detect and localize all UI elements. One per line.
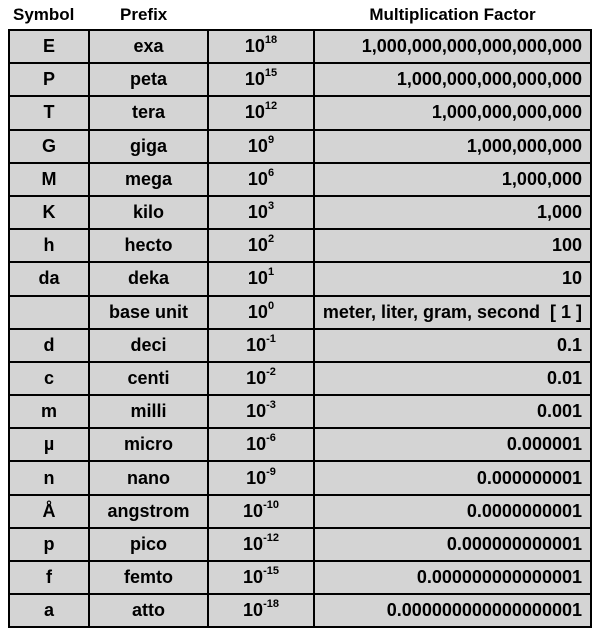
power-cell (208, 163, 314, 196)
prefix-cell: base unit (89, 296, 208, 329)
power-cell (208, 594, 314, 627)
prefix-cell: deka (89, 262, 208, 295)
power-base: 10 (246, 434, 267, 455)
power-cell (208, 196, 314, 229)
power-cell (208, 528, 314, 561)
power-exponent: -10 (263, 498, 279, 511)
power-exponent: 9 (267, 133, 275, 146)
symbol-cell: P (9, 63, 89, 96)
multiplication-factor-cell: 100 (314, 229, 591, 262)
prefix-cell: centi (89, 362, 208, 395)
power-exponent: 1 (267, 266, 275, 279)
prefix-cell: atto (89, 594, 208, 627)
power-base: 10 (246, 367, 267, 388)
header-symbol: Symbol (9, 0, 89, 30)
prefix-cell: tera (89, 96, 208, 129)
power-base: 10 (243, 600, 264, 621)
power-exponent: 15 (264, 67, 278, 80)
power-base: 10 (246, 334, 267, 355)
symbol-cell: M (9, 163, 89, 196)
multiplication-factor-cell: 0.000000000001 (314, 528, 591, 561)
multiplication-factor-cell: 0.0000000001 (314, 495, 591, 528)
power-cell (208, 329, 314, 362)
table-body (9, 30, 591, 627)
table-row (9, 461, 591, 494)
symbol-cell: µ (9, 428, 89, 461)
power-exponent: -9 (266, 465, 276, 478)
table-row (9, 262, 591, 295)
symbol-cell: E (9, 30, 89, 63)
power-exponent: -3 (266, 399, 276, 412)
header-power (208, 0, 314, 30)
power-exponent: -6 (266, 432, 276, 445)
multiplication-factor-cell: 0.01 (314, 362, 591, 395)
header-prefix: Prefix (89, 0, 208, 30)
table-row (9, 528, 591, 561)
prefix-cell: nano (89, 461, 208, 494)
symbol-cell: T (9, 96, 89, 129)
table-row (9, 395, 591, 428)
table-row (9, 561, 591, 594)
si-prefix-table (8, 0, 592, 628)
power-cell (208, 461, 314, 494)
symbol-cell: d (9, 329, 89, 362)
multiplication-factor-cell: meter, liter, gram, second [ 1 ] (314, 296, 591, 329)
prefix-cell: exa (89, 30, 208, 63)
header-multiplication-factor: Multiplication Factor (314, 0, 591, 30)
multiplication-factor-cell: 10 (314, 262, 591, 295)
multiplication-factor-cell: 1,000 (314, 196, 591, 229)
power-exponent: 3 (267, 200, 275, 213)
prefix-cell: angstrom (89, 495, 208, 528)
prefix-cell: kilo (89, 196, 208, 229)
power-cell (208, 63, 314, 96)
symbol-cell: p (9, 528, 89, 561)
power-cell (208, 296, 314, 329)
power-base: 10 (246, 401, 267, 422)
prefix-cell: deci (89, 329, 208, 362)
table-row (9, 96, 591, 129)
table-row (9, 428, 591, 461)
multiplication-factor-cell: 0.000000001 (314, 461, 591, 494)
multiplication-factor-cell: 1,000,000 (314, 163, 591, 196)
power-base: 10 (247, 301, 268, 322)
multiplication-factor-cell: 1,000,000,000,000 (314, 96, 591, 129)
multiplication-factor-cell: 0.1 (314, 329, 591, 362)
symbol-cell: h (9, 229, 89, 262)
power-cell (208, 395, 314, 428)
table-row (9, 296, 591, 329)
power-base: 10 (247, 268, 268, 289)
power-exponent: 6 (267, 166, 275, 179)
multiplication-factor-cell: 0.000000000000000001 (314, 594, 591, 627)
symbol-cell: m (9, 395, 89, 428)
symbol-cell: G (9, 130, 89, 163)
power-exponent: -2 (266, 365, 276, 378)
power-base: 10 (247, 202, 268, 223)
power-exponent: 12 (264, 100, 278, 113)
power-base: 10 (243, 567, 264, 588)
power-base: 10 (247, 168, 268, 189)
prefix-cell: milli (89, 395, 208, 428)
prefix-cell: peta (89, 63, 208, 96)
power-base: 10 (247, 135, 268, 156)
power-cell (208, 96, 314, 129)
multiplication-factor-cell: 1,000,000,000,000,000 (314, 63, 591, 96)
multiplication-factor-cell: 1,000,000,000,000,000,000 (314, 30, 591, 63)
table-row (9, 329, 591, 362)
prefix-cell: pico (89, 528, 208, 561)
symbol-cell: a (9, 594, 89, 627)
symbol-cell: Å (9, 495, 89, 528)
multiplication-factor-cell: 0.001 (314, 395, 591, 428)
power-base: 10 (243, 500, 264, 521)
header-row (9, 0, 591, 30)
multiplication-factor-cell: 1,000,000,000 (314, 130, 591, 163)
table-row (9, 163, 591, 196)
power-exponent: -12 (263, 531, 279, 544)
symbol-cell: da (9, 262, 89, 295)
table-row (9, 229, 591, 262)
power-base: 10 (243, 533, 264, 554)
power-exponent: -15 (263, 565, 279, 578)
power-cell (208, 30, 314, 63)
table-row (9, 196, 591, 229)
table-row (9, 594, 591, 627)
prefix-cell: mega (89, 163, 208, 196)
table-row (9, 495, 591, 528)
power-cell (208, 362, 314, 395)
power-cell (208, 229, 314, 262)
power-base: 10 (244, 36, 265, 57)
prefix-cell: giga (89, 130, 208, 163)
prefix-cell: micro (89, 428, 208, 461)
prefix-cell: hecto (89, 229, 208, 262)
power-exponent: 2 (267, 233, 275, 246)
symbol-cell: f (9, 561, 89, 594)
symbol-cell (9, 296, 89, 329)
power-exponent: -1 (266, 332, 276, 345)
table-row (9, 362, 591, 395)
multiplication-factor-cell: 0.000000000000001 (314, 561, 591, 594)
power-base: 10 (247, 235, 268, 256)
table-row (9, 130, 591, 163)
power-cell (208, 428, 314, 461)
power-cell (208, 130, 314, 163)
prefix-cell: femto (89, 561, 208, 594)
symbol-cell: n (9, 461, 89, 494)
symbol-cell: K (9, 196, 89, 229)
power-base: 10 (246, 467, 267, 488)
power-exponent: -18 (263, 598, 279, 611)
power-exponent: 18 (264, 34, 278, 47)
table-row (9, 30, 591, 63)
power-base: 10 (244, 102, 265, 123)
table-row (9, 63, 591, 96)
power-base: 10 (244, 69, 265, 90)
power-cell (208, 262, 314, 295)
power-cell (208, 495, 314, 528)
power-cell (208, 561, 314, 594)
power-exponent: 0 (267, 299, 275, 312)
symbol-cell: c (9, 362, 89, 395)
multiplication-factor-cell: 0.000001 (314, 428, 591, 461)
